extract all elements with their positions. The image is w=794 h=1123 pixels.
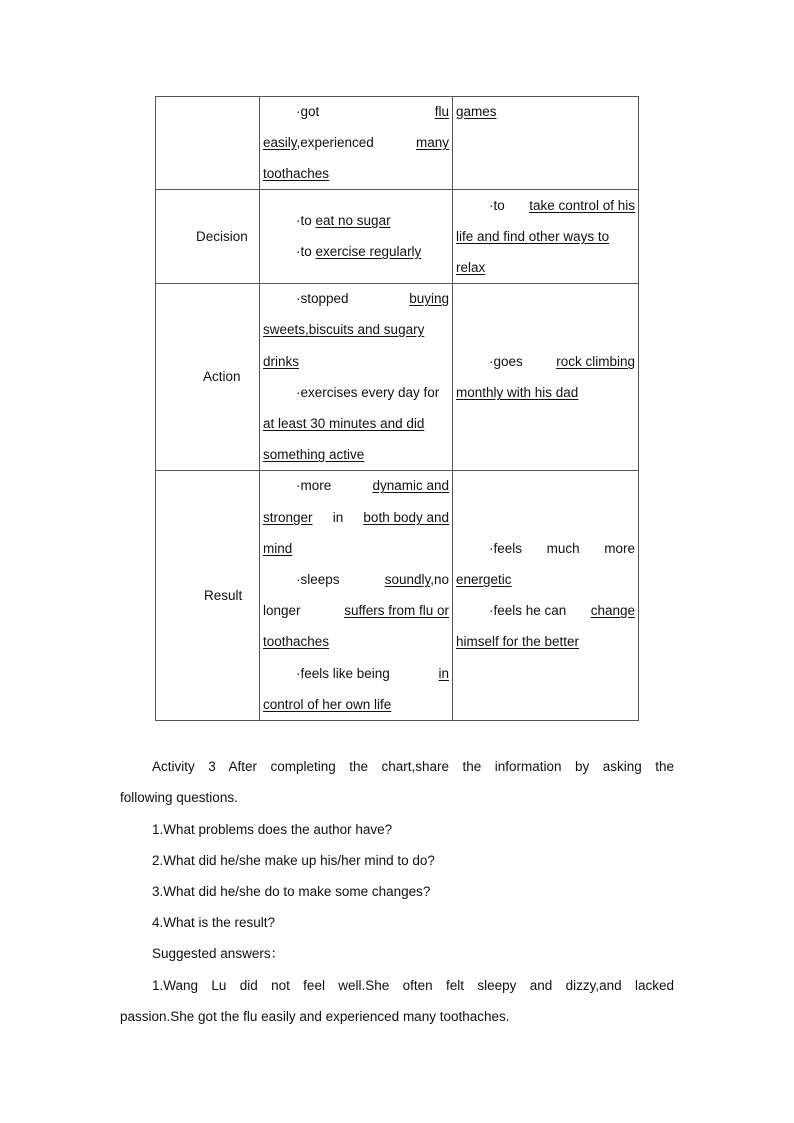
question-2: 2.What did he/she make up his/her mind to do? (152, 853, 435, 868)
table-cell-line: ·to exercise regularly (296, 244, 422, 259)
table-cell-line: easily,experienced many (263, 135, 449, 150)
table-cell-line: sweets,biscuits and sugary (263, 322, 425, 337)
suggested-answers-label: Suggested answers： (152, 946, 285, 961)
table-cell-line: games (456, 104, 497, 119)
table-cell-line: ·sleeps soundly,no (296, 572, 449, 587)
table-cell-line: ·feels much more (489, 541, 635, 556)
table-cell-line: ·got flu (296, 104, 449, 119)
question-3: 3.What did he/she do to make some changes? (152, 884, 431, 899)
table-cell-line: ·to take control of his (489, 198, 635, 213)
table-cell-line: control of her own life (263, 697, 392, 712)
row-label-result: Result (204, 588, 243, 603)
table-row-divider (155, 283, 639, 284)
table-cell-line: ·feels like being in (296, 666, 449, 681)
activity-heading-cont: following questions. (120, 790, 238, 805)
table-cell-line: mind (263, 541, 293, 556)
table-cell-line: relax (456, 260, 486, 275)
row-label-decision: Decision (196, 229, 248, 244)
table-border-top (155, 96, 639, 97)
table-cell-line: toothaches (263, 634, 330, 649)
table-cell-line: monthly with his dad (456, 385, 579, 400)
activity-heading: Activity 3 After completing the chart,share the information by asking the (152, 759, 674, 774)
table-row-divider (155, 189, 639, 190)
table-cell-line: at least 30 minutes and did (263, 416, 425, 431)
table-cell-line: ·more dynamic and (296, 478, 449, 493)
question-4: 4.What is the result? (152, 915, 276, 930)
table-row-divider (155, 470, 639, 471)
table-cell-line: ·stopped buying (296, 291, 449, 306)
table-cell-line: life and find other ways to (456, 229, 610, 244)
row-label-action: Action (203, 369, 241, 384)
table-cell-line: something active (263, 447, 365, 462)
table-cell-line: energetic (456, 572, 512, 587)
table-cell-line: toothaches (263, 166, 330, 181)
table-cell-line: longer suffers from flu or (263, 603, 449, 618)
answer-1-line-2: passion.She got the flu easily and experienced many toothaches. (120, 1009, 510, 1024)
table-cell-line: drinks (263, 354, 300, 369)
answer-1-line-1: 1.Wang Lu did not feel well.She often felt sleepy and dizzy,and lacked (152, 978, 674, 993)
table-border-bottom (155, 720, 639, 721)
table-cell-line: stronger in both body and (263, 510, 449, 525)
question-1: 1.What problems does the author have? (152, 822, 393, 837)
table-cell-line: ·feels he can change (489, 603, 635, 618)
table-cell-line: ·goes rock climbing (489, 354, 635, 369)
table-cell-line: ·to eat no sugar (296, 213, 391, 228)
table-cell-line: ·exercises every day for (296, 385, 440, 400)
table-cell-line: himself for the better (456, 634, 580, 649)
